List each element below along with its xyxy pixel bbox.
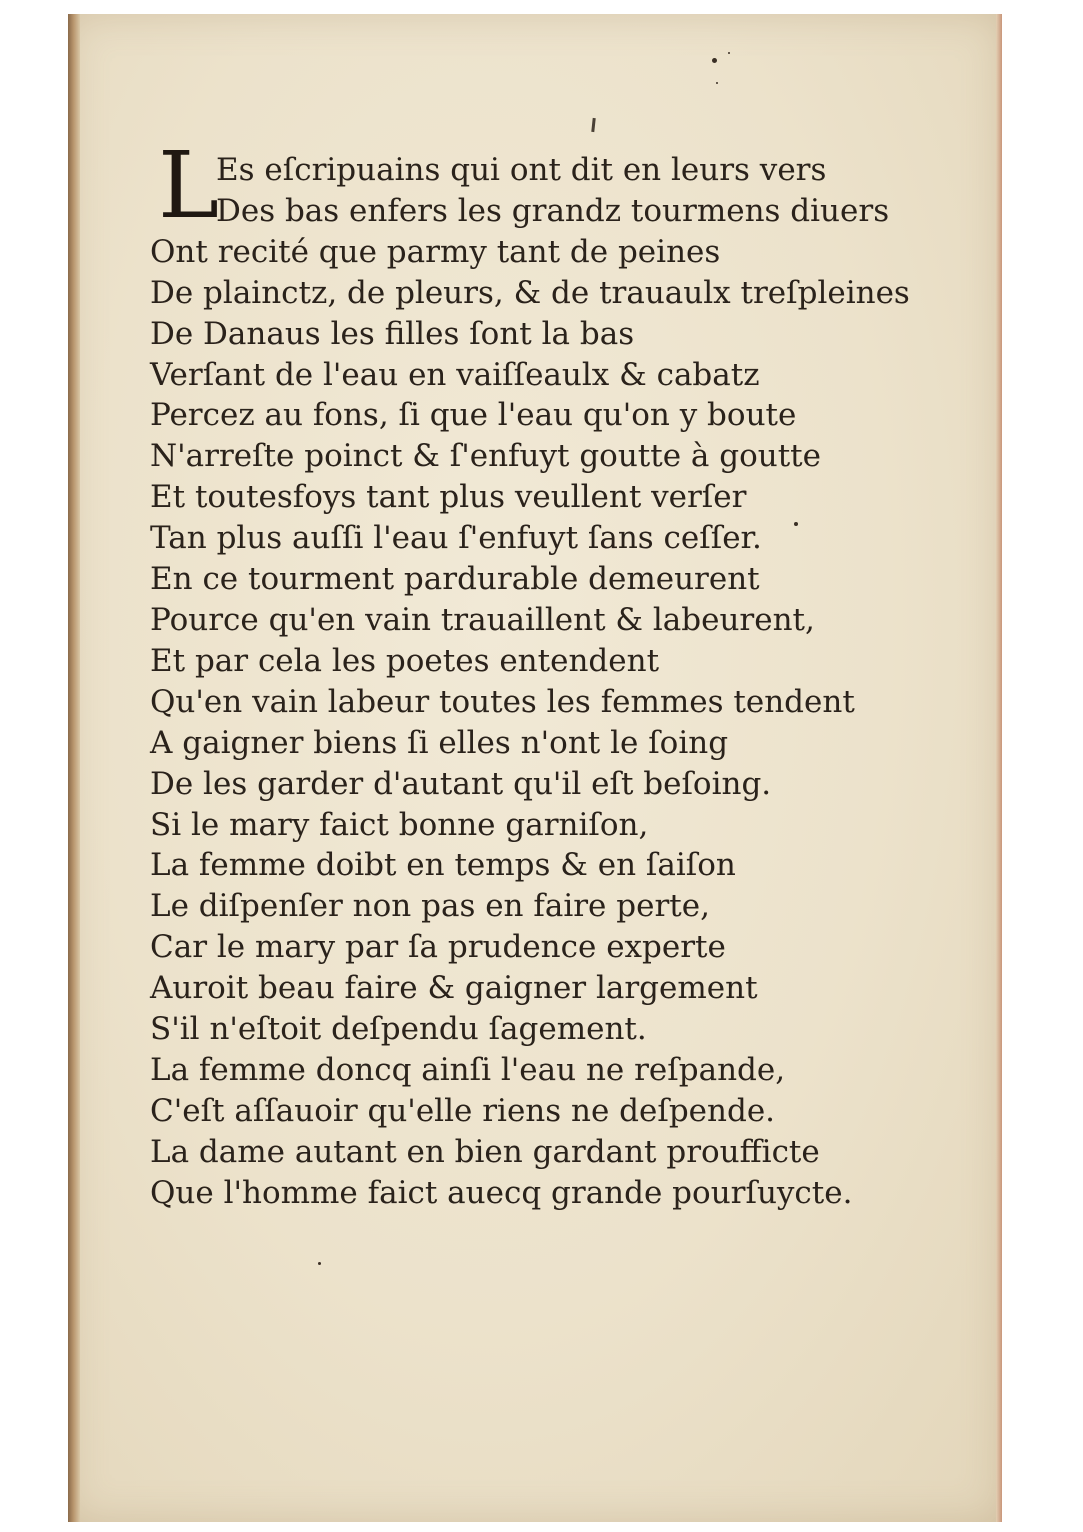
- poem-line: Verſant de l'eau en vaiſſeaulx & cabatz: [150, 356, 760, 393]
- poem-line: De les garder d'autant qu'il eſt beſoing.: [150, 765, 772, 802]
- drop-cap: L: [158, 132, 220, 239]
- page-edge: [996, 14, 1002, 1522]
- ink-speck: [728, 52, 730, 54]
- poem-line: Tan plus auſſi l'eau ſ'enfuyt ſans ceſſer.: [150, 520, 762, 557]
- poem-line: Des bas enfers les grandz tourmens diuers: [216, 192, 890, 229]
- poem-line: Et toutesfoys tant plus veullent verſer: [150, 479, 747, 516]
- poem-line: Si le mary faict bonne garniſon,: [150, 806, 649, 843]
- poem-line: La femme doibt en temps & en ſaiſon: [150, 847, 736, 884]
- poem-line: Es eſcripuains qui ont dit en leurs vers: [216, 152, 827, 188]
- poem-line: De plainctz, de pleurs, & de trauaulx treſpleines: [150, 274, 910, 311]
- poem-line: Pource qu'en vain trauaillent & labeurent,: [150, 601, 815, 638]
- spine-edge: [68, 14, 80, 1522]
- poem-line: Que l'homme faict auecq grande pourſuycte.: [150, 1174, 853, 1211]
- poem-line: Le diſpenſer non pas en faire perte,: [150, 888, 710, 925]
- poem-line: De Danaus les filles ſont la bas: [150, 315, 635, 352]
- poem-line: La femme doncq ainſi l'eau ne reſpande,: [150, 1051, 786, 1088]
- ink-speck: [712, 58, 717, 63]
- poem-line: En ce tourment pardurable demeurent: [150, 561, 760, 598]
- poem-line: Qu'en vain labeur toutes les femmes tendent: [150, 683, 855, 720]
- poem-line: N'arreſte poinct & ſ'enfuyt goutte à goutte: [150, 438, 821, 475]
- poem-line: A gaigner biens ſi elles n'ont le ſoing: [150, 724, 729, 761]
- poem-line: La dame autant en bien gardant proufficte: [150, 1133, 820, 1170]
- poem-line: Et par cela les poetes entendent: [150, 642, 660, 679]
- ink-speck: [318, 1262, 321, 1265]
- ink-speck: [716, 82, 718, 84]
- poem-line: S'il n'eſtoit deſpendu ſagement.: [150, 1011, 647, 1048]
- poem-text: [150, 150, 970, 1214]
- poem-line: Ont recité que parmy tant de peines: [150, 233, 721, 270]
- poem-line: C'eſt aſſauoir qu'elle riens ne deſpende.: [150, 1092, 776, 1129]
- poem-line: Car le mary par ſa prudence experte: [150, 929, 726, 966]
- poem-line: Auroit beau faire & gaigner largement: [150, 970, 758, 1007]
- poem-line: Percez au fons, ſi que l'eau qu'on y boute: [150, 397, 797, 434]
